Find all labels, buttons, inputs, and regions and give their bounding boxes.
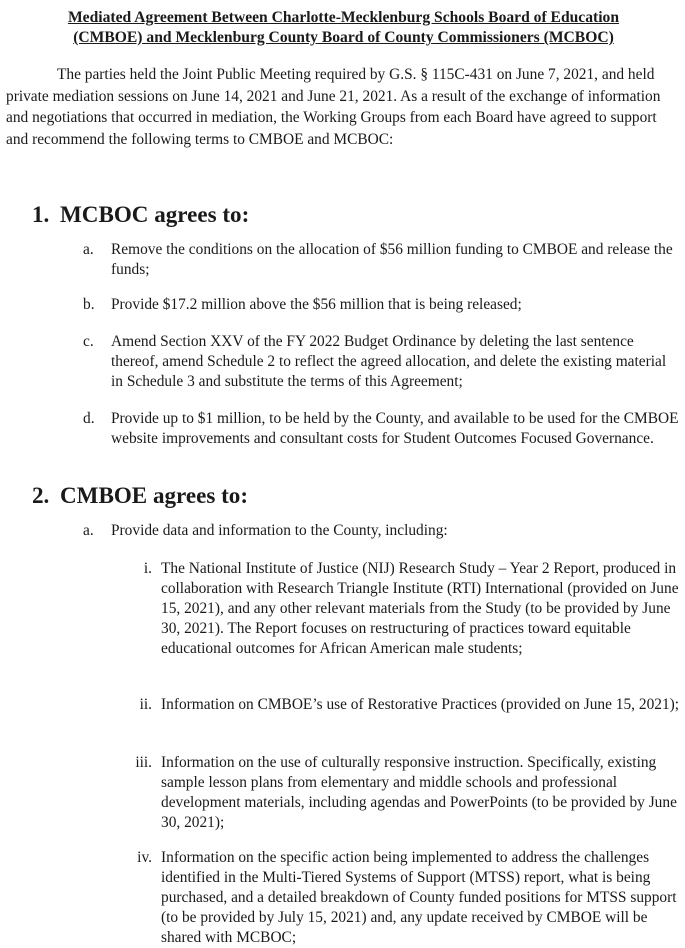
item-marker: a. [83, 241, 94, 258]
sub-item-2a-iii [135, 753, 680, 833]
item-text: Information on the specific action being implemented to address the challenges identified in the Multi-Tiered Systems of Support (MTSS) report, what is being purchased, and a detailed breakdown of County funded positions for MTSS support (to be provided by July 15, 2021) and, any update received by CMBOE will be shared with MCBOC; [161, 849, 677, 946]
sub-item-2a-iv [135, 848, 680, 948]
item-text: Provide data and information to the County, including: [111, 522, 448, 539]
section-number: 1. [32, 201, 50, 227]
list-item-1c [83, 332, 679, 392]
item-marker: i. [143, 560, 152, 577]
list-item-1d [83, 409, 679, 449]
item-marker: iv. [137, 849, 152, 866]
intro-paragraph: The parties held the Joint Public Meeting required by G.S. § 115C-431 on June 7, 2021, and held private mediation sessions on June 14, 2021 and June 21, 2021. As a result of the exchange of information and negotiations that occurred in mediation, the Working Groups from each Board have agreed to support and recommend the following terms to CMBOE and MCBOC: [6, 66, 661, 148]
item-marker: d. [83, 410, 95, 427]
item-text: The National Institute of Justice (NIJ) Research Study – Year 2 Report, produced in collaboration with Research Triangle Institute (RTI) International (provided on June 15, 2021), and any other relevant materials from the Study (to be provided by June 30, 2021). The Report focuses on restructuring of practices toward equitable educational outcomes for African American male students; [161, 560, 679, 657]
document-title [6, 8, 681, 48]
section-title: CMBOE agrees to: [60, 482, 249, 508]
item-text: Amend Section XXV of the FY 2022 Budget Ordinance by deleting the last sentence thereof, amend Schedule 2 to reflect the agreed allocation, and delete the existing material in Schedule 3 and substitute the terms of this Agreement; [111, 333, 667, 390]
item-text: Provide $17.2 million above the $56 million that is being released; [111, 296, 522, 313]
item-marker: b. [83, 296, 95, 313]
list-item-1a [83, 240, 679, 280]
section-title: MCBOC agrees to: [60, 201, 250, 227]
title-line-2: (CMBOE) and Mecklenburg County Board of County Commissioners (MCBOC) [73, 29, 614, 46]
section-1-heading [32, 201, 250, 227]
item-marker: a. [83, 522, 94, 539]
item-marker: iii. [135, 754, 152, 771]
item-text: Provide up to $1 million, to be held by the County, and available to be used for the CMBOE website improvements and consultant costs for Student Outcomes Focused Governance. [111, 410, 679, 447]
item-text: Information on the use of culturally responsive instruction. Specifically, existing sample lesson plans from elementary and middle schools and professional development materials, including agendas and PowerPoints (to be provided by June 30, 2021); [161, 754, 677, 831]
item-text: Information on CMBOE’s use of Restorative Practices (provided on June 15, 2021); [161, 696, 680, 713]
item-marker: ii. [139, 696, 152, 713]
sub-item-2a-ii [135, 695, 680, 715]
sub-item-2a-i [135, 559, 680, 659]
title-line-1: Mediated Agreement Between Charlotte-Mecklenburg Schools Board of Education [67, 9, 620, 26]
list-item-1b [83, 295, 679, 315]
list-item-2a [83, 521, 679, 541]
section-number: 2. [32, 482, 50, 508]
item-marker: c. [83, 333, 94, 350]
item-text: Remove the conditions on the allocation of $56 million funding to CMBOE and release the funds; [111, 241, 673, 278]
section-2-heading [32, 482, 249, 508]
